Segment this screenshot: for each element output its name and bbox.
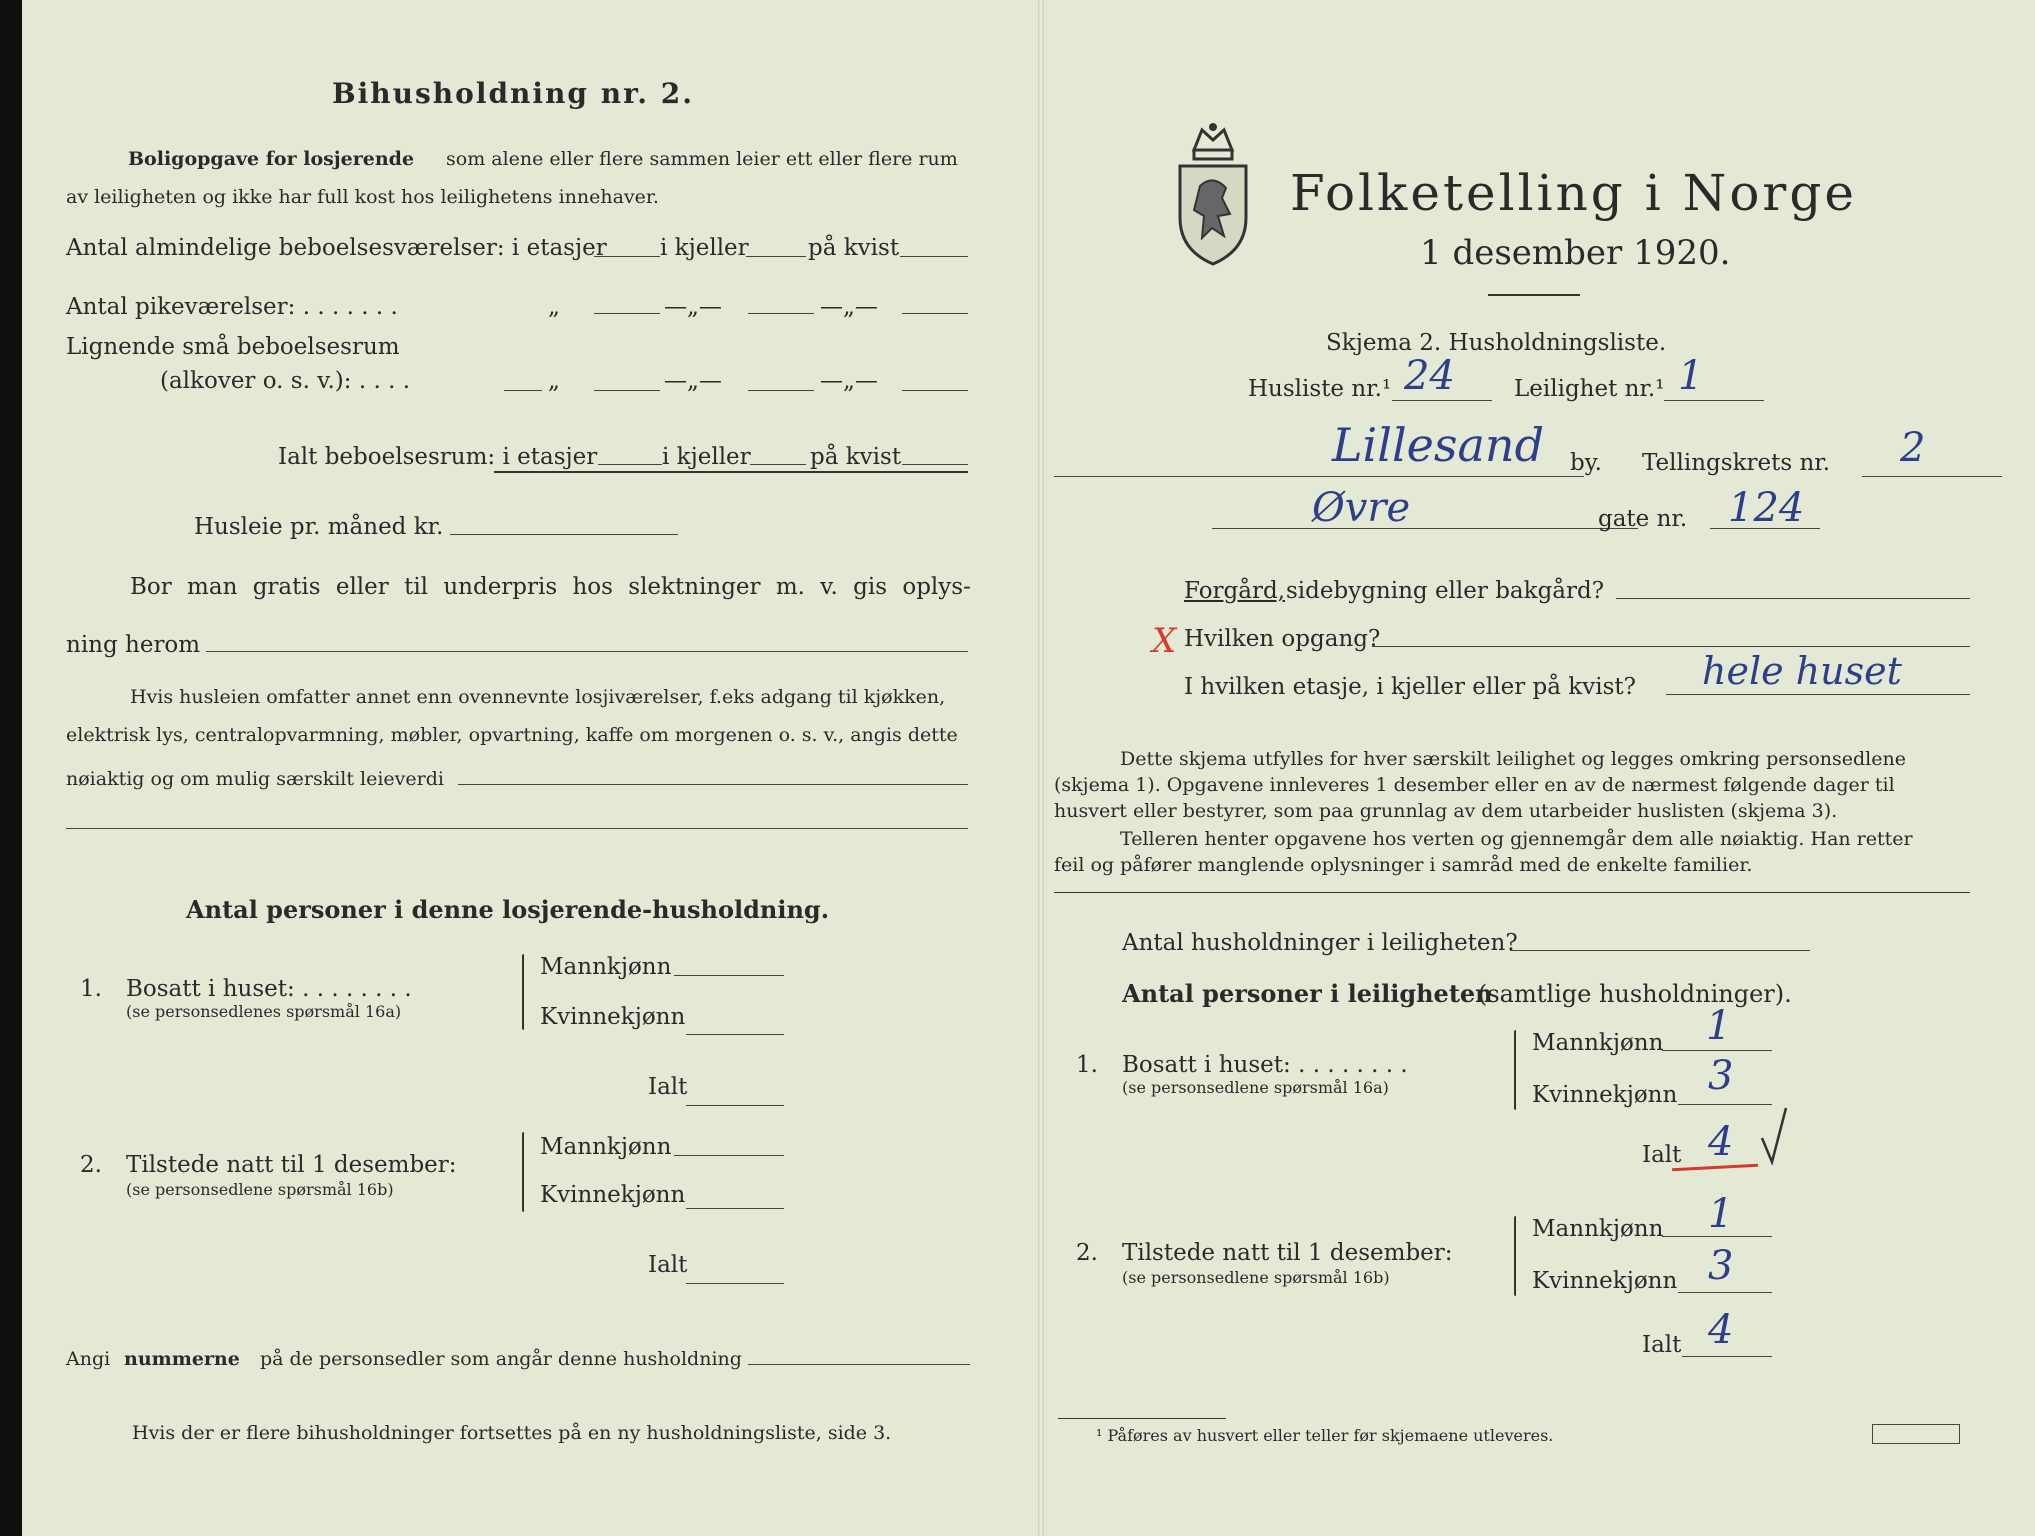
para1-line3: husvert eller bestyrer, som paa grunnlag av dem utarbeider huslisten (skjema 3). [1054,800,1838,822]
opgang-mark: X [1152,621,1177,661]
city-value: Lillesand [1332,418,1545,472]
etasje-field[interactable] [1666,694,1970,695]
r-q1-mann-label: Mannkjønn [1532,1030,1664,1056]
maid-rooms-label: Antal pikeværelser: . . . . . . . [66,294,398,320]
small-note-3: nøiaktig og om mulig særskilt leieverdi [66,768,444,790]
leilighet-value: 1 [1678,353,1704,399]
gard-field[interactable] [1616,598,1970,599]
ditto-dash: —„— [664,294,722,320]
alcove-lead [504,390,542,391]
left-title: Bihusholdning nr. 2. [332,77,694,110]
angi-b: nummerne [124,1348,240,1370]
q2-kvinne-label: Kvinnekjønn [540,1182,686,1208]
q1-kvinne-label: Kvinnekjønn [540,1004,686,1030]
leilighet-field[interactable] [1664,400,1764,401]
husliste-field[interactable] [1392,400,1492,401]
husliste-label: Husliste nr.¹ [1248,376,1392,402]
r-q2-ialt-value: 4 [1708,1307,1734,1353]
gate-field[interactable] [1710,528,1820,529]
q2-mann-label: Mannkjønn [540,1134,672,1160]
r-q2-label: Tilstede natt til 1 desember: [1122,1240,1453,1266]
printer-stamp [1872,1424,1960,1444]
ditto-dash: —„— [820,368,878,394]
ialt-kvist-field[interactable] [902,464,968,465]
rooms-label: Antal almindelige beboelsesværelser: i etasjer [66,235,607,261]
bor-field[interactable] [206,651,968,652]
street-value: Øvre [1312,485,1411,531]
alcove-etasjer-field[interactable] [594,390,660,391]
by-label: by. [1570,450,1602,476]
left-footer: Hvis der er flere bihusholdninger fortsettes på en ny husholdningsliste, side 3. [132,1422,892,1444]
etasje-value: hele huset [1702,649,1902,693]
r-q2-kvinne-field[interactable] [1678,1292,1772,1293]
q1-brace [522,954,524,1030]
ialt-rooms-label: Ialt beboelsesrum: i etasjer [278,444,598,470]
q1-mann-label: Mannkjønn [540,954,672,980]
angi-field[interactable] [748,1364,970,1365]
krets-field[interactable] [1862,476,2002,477]
leieverdi-field[interactable] [458,784,968,785]
r-q2-number: 2. [1076,1240,1098,1266]
gate-value: 124 [1728,485,1805,531]
q1-kvinne-field[interactable] [686,1034,784,1035]
alcove-label-b: (alkover o. s. v.): . . . . [160,368,411,394]
forgard-label: Forgård, [1184,578,1286,604]
angi-a: Angi [66,1348,111,1370]
r-q1-number: 1. [1076,1052,1098,1078]
persons-rest: (samtlige husholdninger). [1478,980,1792,1008]
footnote-rule [1058,1418,1226,1419]
right-page [1042,0,2035,1536]
maid-etasjer-field[interactable] [594,313,660,314]
ditto-mark: „ [548,294,560,320]
q1-ialt-label: Ialt [648,1074,688,1100]
right-title: Folketelling i Norge [1290,164,1857,222]
persons-heading: Antal personer i denne losjerende-husholdning. [186,895,830,924]
para2-line2: feil og påfører manglende oplysninger i samråd med de enkelte familier. [1054,854,1753,876]
hush-question: Antal husholdninger i leiligheten? [1122,930,1518,956]
angi-c: på de personsedler som angår denne husholdning [260,1348,742,1370]
rooms-kvist-field[interactable] [900,256,968,257]
r-q1-label: Bosatt i huset: . . . . . . . . [1122,1052,1408,1078]
para2-line1: Telleren henter opgavene hos verten og gjennemgår dem alle nøiaktig. Han retter [1120,828,1913,850]
word-kvist: på kvist [810,444,902,470]
alcove-label-a: Lignende små beboelsesrum [66,334,400,360]
r-q1-ialt-label: Ialt [1642,1142,1682,1168]
bor-line2: ning herom [66,632,201,658]
ditto-dash: —„— [664,368,722,394]
para1-line2: (skjema 1). Opgavene innleveres 1 desember eller en av de nærmest følgende dager til [1054,774,1895,796]
word-kjeller: i kjeller [660,235,749,261]
small-note-2: elektrisk lys, centralopvarmning, møbler, opvartning, kaffe om morgenen o. s. v., angis dette [66,724,958,746]
intro-rest: som alene eller flere sammen leier ett eller flere rum [446,148,958,170]
hush-field[interactable] [1510,950,1810,951]
word-kjeller: i kjeller [662,444,751,470]
maid-kvist-field[interactable] [902,313,968,314]
opgang-field[interactable] [1372,646,1970,647]
q2-ialt-label: Ialt [648,1252,688,1278]
r-q1-sub: (se personsedlene spørsmål 16a) [1122,1078,1389,1097]
ditto-dash: —„— [820,294,878,320]
checkmark-icon [1758,1104,1792,1168]
r-q1-ialt-value: 4 [1708,1119,1734,1165]
leilighet-label: Leilighet nr.¹ [1514,376,1665,402]
r-q2-ialt-field[interactable] [1682,1356,1772,1357]
husleie-label: Husleie pr. måned kr. [194,514,444,540]
r-q2-brace [1514,1216,1516,1296]
leieverdi-field-2[interactable] [66,828,968,829]
ditto-mark: „ [548,368,560,394]
q2-mann-field[interactable] [674,1155,784,1156]
q2-number: 2. [80,1152,102,1178]
word-kvist: på kvist [808,235,900,261]
title-rule [1488,294,1580,296]
r-q1-mann-value: 1 [1706,1003,1732,1049]
gate-label: gate nr. [1598,506,1688,532]
r-q1-brace [1514,1030,1516,1110]
schema-label: Skjema 2. Husholdningsliste. [1326,330,1667,356]
q1-sub: (se personsedlenes spørsmål 16a) [126,1002,402,1021]
q1-mann-field[interactable] [674,975,784,976]
intro-bold: Boligopgave for losjerende [128,148,415,170]
r-q1-kvinne-label: Kvinnekjønn [1532,1082,1678,1108]
krets-value: 2 [1900,425,1926,471]
alcove-kvist-field[interactable] [902,390,968,391]
q1-number: 1. [80,976,102,1002]
r-q2-sub: (se personsedlene spørsmål 16b) [1122,1268,1390,1287]
ialt-rooms-rule [494,471,968,473]
r-q2-ialt-label: Ialt [1642,1332,1682,1358]
r-q2-mann-label: Mannkjønn [1532,1216,1664,1242]
city-field[interactable] [1054,476,1584,477]
rooms-kjeller-field[interactable] [746,256,806,257]
q1-label: Bosatt i huset: . . . . . . . . [126,976,412,1002]
maid-kjeller-field[interactable] [748,313,814,314]
sidebygning-label: sidebygning eller bakgård? [1286,578,1605,604]
q2-sub: (se personsedlene spørsmål 16b) [126,1180,394,1199]
r-q2-mann-value: 1 [1708,1191,1734,1237]
q2-ialt-field[interactable] [686,1283,784,1284]
section-rule [1054,892,1970,893]
q2-label: Tilstede natt til 1 desember: [126,1152,457,1178]
coat-of-arms-icon [1172,120,1254,266]
r-q2-kvinne-label: Kvinnekjønn [1532,1268,1678,1294]
q1-ialt-field[interactable] [686,1105,784,1106]
q2-brace [522,1132,524,1212]
bor-line1: Bor man gratis eller til underpris hos slektninger m. v. gis oplys- [130,574,971,600]
etasje-label: I hvilken etasje, i kjeller eller på kvist? [1184,674,1636,700]
street-field[interactable] [1212,528,1638,529]
husleie-field[interactable] [450,534,678,535]
q2-kvinne-field[interactable] [686,1208,784,1209]
persons-bold: Antal personer i leiligheten [1122,979,1493,1008]
r-q1-mann-field[interactable] [1662,1050,1772,1051]
footnote: ¹ Påføres av husvert eller teller før skjemaene utleveres. [1096,1426,1554,1445]
census-date: 1 desember 1920. [1420,233,1731,273]
para1-line1: Dette skjema utfylles for hver særskilt leilighet og legges omkring personsedlene [1120,748,1906,770]
rooms-etasjer-field[interactable] [594,256,660,257]
r-q1-kvinne-value: 3 [1708,1053,1734,1099]
krets-label: Tellingskrets nr. [1642,450,1831,476]
ialt-etasjer-field[interactable] [598,464,662,465]
intro-line2: av leiligheten og ikke har full kost hos leilighetens innehaver. [66,186,659,208]
opgang-label: Hvilken opgang? [1184,626,1381,652]
alcove-kjeller-field[interactable] [748,390,814,391]
r-q2-mann-field[interactable] [1662,1236,1772,1237]
small-note-1: Hvis husleien omfatter annet enn ovennevnte losjiværelser, f.eks adgang til kjøkken, [130,686,946,708]
r-q2-kvinne-value: 3 [1708,1243,1734,1289]
ialt-kjeller-field[interactable] [750,464,806,465]
husliste-value: 24 [1404,353,1455,399]
